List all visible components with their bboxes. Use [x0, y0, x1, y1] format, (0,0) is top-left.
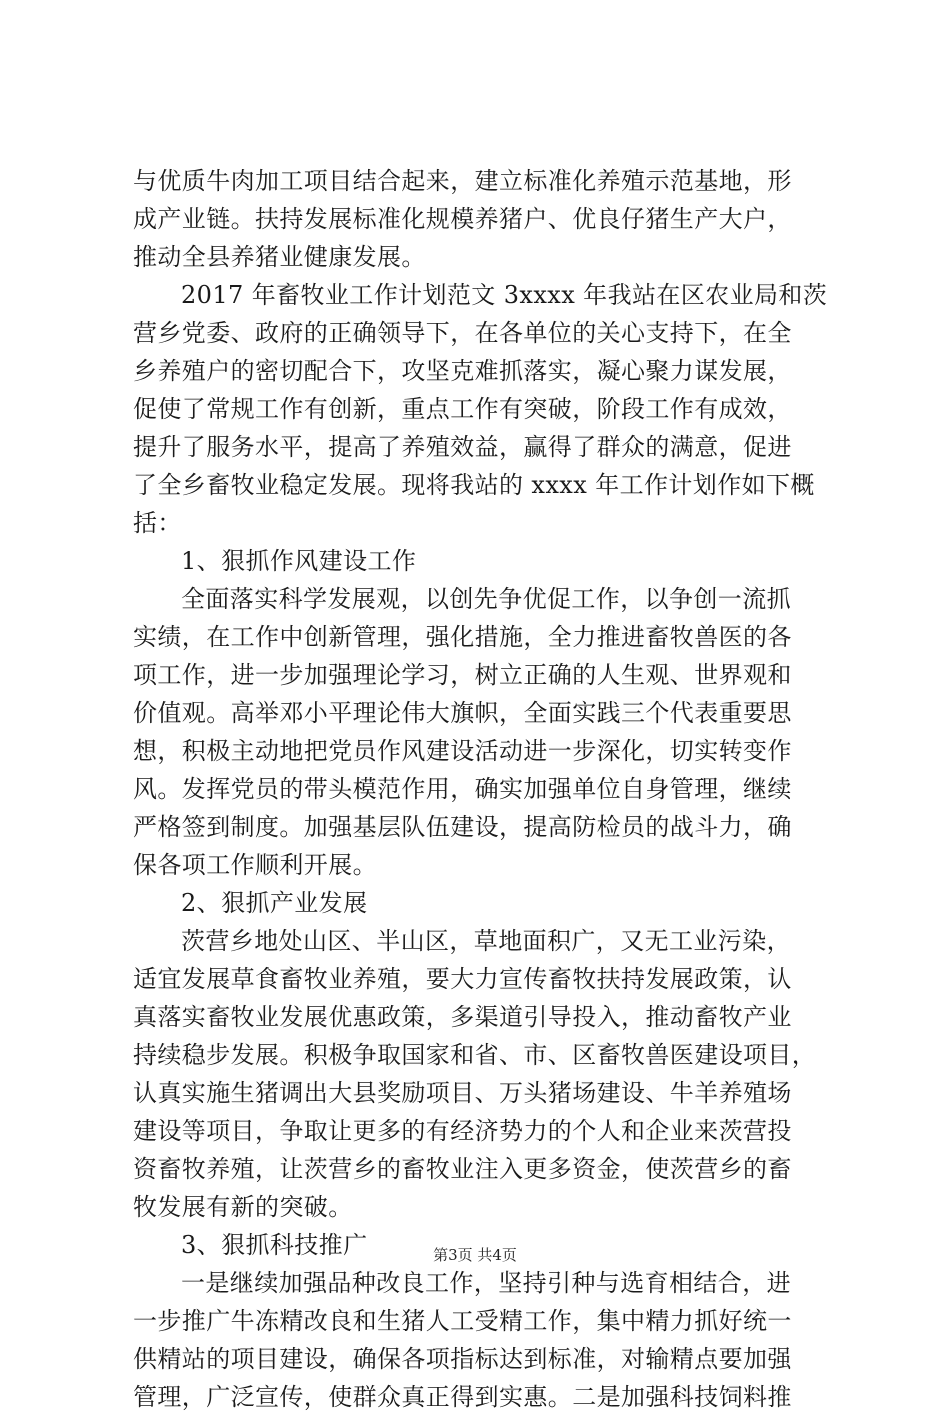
text-line: 价值观。高举邓小平理论伟大旗帜，全面实践三个代表重要思: [133, 699, 792, 727]
page-number-label: 第3页 共4页: [433, 1246, 517, 1264]
text-line: 营乡党委、政府的正确领导下，在各单位的关心支持下，在全: [133, 319, 792, 347]
section-heading: 1、狠抓作风建设工作: [181, 547, 417, 575]
text-line: 乡养殖户的密切配合下，攻坚克难抓落实，凝心聚力谋发展，: [133, 357, 792, 385]
text-line: 一步推广牛冻精改良和生猪人工受精工作，集中精力抓好统一: [133, 1307, 792, 1335]
text-line: 保各项工作顺利开展。: [133, 851, 377, 879]
section-heading: 2、狠抓产业发展: [181, 889, 368, 917]
paragraph-start-line: 全面落实科学发展观，以创先争优促工作，以争创一流抓: [181, 585, 791, 613]
paragraph-start-line: 一是继续加强品种改良工作，坚持引种与选育相结合，进: [181, 1269, 791, 1297]
text-line: 了全乡畜牧业稳定发展。现将我站的 xxxx 年工作计划作如下概: [133, 471, 815, 499]
text-line: 认真实施生猪调出大县奖励项目、万头猪场建设、牛羊养殖场: [133, 1079, 792, 1107]
section-heading: 3、狠抓科技推广: [181, 1231, 368, 1259]
text-line: 供精站的项目建设，确保各项指标达到标准，对输精点要加强: [133, 1345, 792, 1373]
text-line: 适宜发展草食畜牧业养殖，要大力宣传畜牧扶持发展政策，认: [133, 965, 792, 993]
text-line: 严格签到制度。加强基层队伍建设，提高防检员的战斗力，确: [133, 813, 792, 841]
text-line: 括：: [133, 509, 182, 537]
text-line: 促使了常规工作有创新，重点工作有突破，阶段工作有成效，: [133, 395, 792, 423]
document-body: [133, 162, 829, 1416]
text-line: 真落实畜牧业发展优惠政策，多渠道引导投入，推动畜牧产业: [133, 1003, 792, 1031]
text-line: 牧发展有新的突破。: [133, 1193, 353, 1221]
text-line: 想，积极主动地把党员作风建设活动进一步深化，切实转变作: [133, 737, 792, 765]
text-line: 实绩，在工作中创新管理，强化措施，全力推进畜牧兽医的各: [133, 623, 792, 651]
text-line: 提升了服务水平，提高了养殖效益，赢得了群众的满意，促进: [133, 433, 792, 461]
text-line: 建设等项目，争取让更多的有经济势力的个人和企业来茨营投: [133, 1117, 792, 1145]
text-line: 持续稳步发展。积极争取国家和省、市、区畜牧兽医建设项目，: [133, 1041, 817, 1069]
paragraph-start-line: 2017 年畜牧业工作计划范文 3xxxx 年我站在区农业局和茨: [181, 281, 828, 309]
text-line: 与优质牛肉加工项目结合起来，建立标准化养殖示范基地，形: [133, 167, 792, 195]
text-line: 项工作，进一步加强理论学习，树立正确的人生观、世界观和: [133, 661, 792, 689]
text-line: 管理，广泛宣传，使群众真正得到实惠。二是加强科技饲料推: [133, 1383, 792, 1411]
text-line: 资畜牧养殖，让茨营乡的畜牧业注入更多资金，使茨营乡的畜: [133, 1155, 792, 1183]
paragraph-start-line: 茨营乡地处山区、半山区，草地面积广，又无工业污染，: [181, 927, 791, 955]
text-line: 成产业链。扶持发展标准化规模养猪户、优良仔猪生产大户，: [133, 205, 792, 233]
text-line: 风。发挥党员的带头模范作用，确实加强单位自身管理，继续: [133, 775, 792, 803]
page-footer: [0, 1244, 950, 1265]
text-line: 推动全县养猪业健康发展。: [133, 243, 426, 271]
